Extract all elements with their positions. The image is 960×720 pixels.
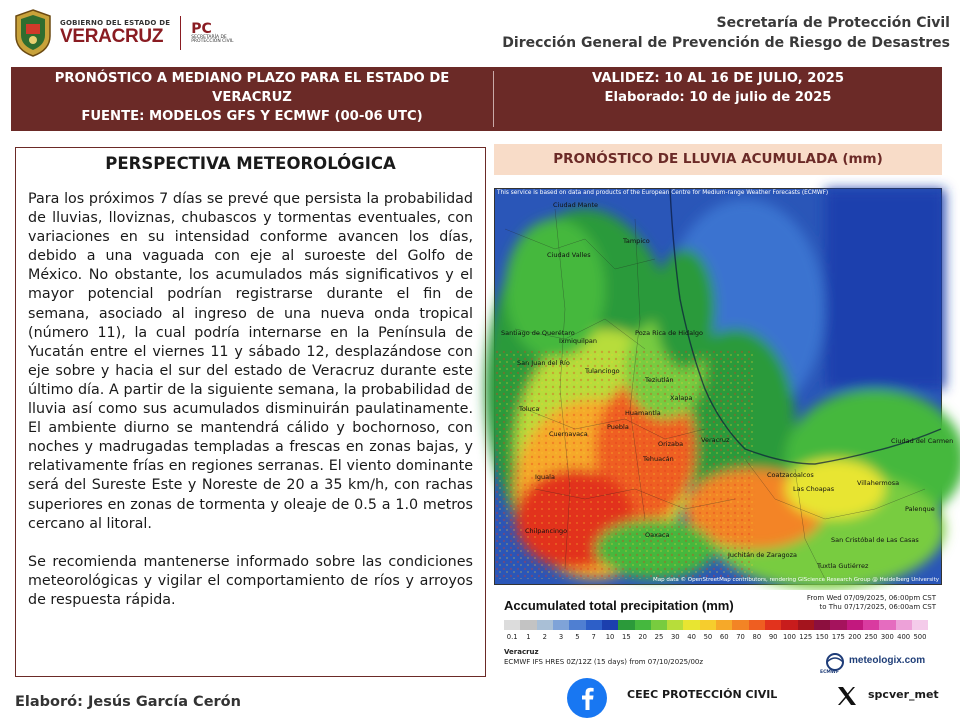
legend-tick-label: 7 [591, 633, 596, 641]
pc-logo [191, 22, 235, 45]
legend-swatch [537, 620, 553, 630]
banner-validity: VALIDEZ: 10 AL 16 DE JULIO, 2025 [592, 71, 844, 86]
veracruz-text: VERACRUZ [60, 26, 164, 47]
legend-swatch [635, 620, 651, 630]
legend-tick-label: 90 [768, 633, 778, 641]
legend-tick-label: 2 [542, 633, 547, 641]
map-label: Tehuacán [643, 455, 674, 463]
legend-tick-label: 80 [752, 633, 762, 641]
header-line-1: Secretaría de Protección Civil [716, 15, 950, 31]
legend-tick-label: 175 [831, 633, 845, 641]
legend-swatch [847, 620, 863, 630]
map-label: Puebla [607, 423, 629, 431]
legend-swatch [586, 620, 602, 630]
map-label: Ixmiquilpan [559, 337, 597, 345]
legend-swatch [569, 620, 585, 630]
x-twitter-icon[interactable] [836, 685, 858, 707]
pc-subtext: SECRETARÍA DE PROTECCIÓN CIVIL [191, 34, 234, 44]
legend-region: Veracruz [504, 648, 539, 656]
gobierno-text [60, 20, 170, 46]
legend-swatch [863, 620, 879, 630]
map-label: Palenque [905, 505, 935, 513]
legend-swatch [749, 620, 765, 630]
map-label: Villahermosa [857, 479, 900, 487]
precipitation-map [494, 188, 954, 585]
legend-swatch [830, 620, 846, 630]
legend-tick-label: 60 [719, 633, 729, 641]
legend-swatch [765, 620, 781, 630]
map-label: Toluca [519, 405, 540, 413]
map-label: Tampico [623, 237, 650, 245]
legend-tick-label: 20 [638, 633, 647, 641]
legend-swatch [520, 620, 536, 630]
banner-left [11, 67, 493, 131]
meteologix-logo: meteologix.com [849, 655, 926, 666]
header-right [502, 14, 950, 53]
perspectiva-paragraph-2: Se recomienda mantenerse informado sobre las condiciones meteorológicas y vigilar el comportamiento de ríos y arroyos de respuesta rápida. [28, 553, 473, 608]
map-label: Veracruz [701, 436, 730, 444]
map-label: San Juan del Río [517, 359, 570, 367]
banner-source: FUENTE: MODELOS GFS Y ECMWF (00-06 UTC) [81, 109, 423, 125]
banner-title-line-1: PRONÓSTICO A MEDIANO PLAZO PARA EL ESTADO DE [54, 71, 450, 86]
legend-dates [807, 594, 936, 612]
legend-swatch [504, 620, 520, 630]
map-label: Cuernavaca [549, 430, 588, 438]
map-label: Tuxtla Gutiérrez [817, 562, 869, 570]
map-label: Ciudad Valles [547, 251, 591, 259]
veracruz-crest-icon [12, 8, 54, 58]
perspectiva-title: PERSPECTIVA METEOROLÓGICA [105, 154, 396, 173]
legend-swatch [798, 620, 814, 630]
legend-tick-label: 3 [558, 633, 564, 641]
legend-swatch [618, 620, 634, 630]
legend-swatch [896, 620, 912, 630]
map-attribution-bottom: Map data © OpenStreetMap contributors, rendering GIScience Research Group @ Heidelberg University [653, 577, 939, 583]
precipitation-map-graphic [495, 189, 941, 584]
elaboro-text: Elaboró: Jesús García Cerón [15, 694, 241, 710]
map-label: Ciudad Mante [553, 201, 599, 209]
x-handle-label[interactable]: spcver_met [868, 688, 939, 701]
map-attribution-top: This service is based on data and products of the European Centre for Medium-range Weather Forecasts (ECMWF) [497, 190, 829, 196]
legend-tick-label: 50 [703, 633, 713, 641]
legend-swatch [879, 620, 895, 630]
map-label: Coatzacoalcos [767, 471, 814, 479]
map-label: Chilpancingo [525, 527, 568, 535]
legend-tick-label: 300 [880, 633, 894, 641]
map-label: Teziutlán [645, 376, 674, 384]
legend-swatch [912, 620, 928, 630]
legend-tick-label: 25 [654, 633, 664, 641]
map-label: Orizaba [658, 440, 684, 448]
map-label: Juchitán de Zaragoza [728, 551, 798, 559]
legend-color-bar [504, 620, 928, 630]
precipitation-legend [494, 590, 942, 678]
perspectiva-panel [15, 147, 486, 677]
title-banner [11, 67, 942, 131]
legend-swatch [602, 620, 618, 630]
map-label: Huamantla [625, 409, 661, 417]
legend-tick-label: 400 [897, 633, 911, 641]
map-label: San Cristóbal de Las Casas [831, 536, 919, 544]
facebook-label[interactable]: CEEC PROTECCIÓN CIVIL [627, 688, 778, 701]
legend-tick-label: 1 [526, 633, 531, 641]
legend-swatch [732, 620, 748, 630]
legend-title: Accumulated total precipitation (mm) [504, 598, 734, 613]
legend-swatch [700, 620, 716, 630]
gobierno-small-text: GOBIERNO DEL ESTADO DE [60, 19, 171, 27]
map-label: Oaxaca [645, 531, 670, 539]
legend-to: to Thu 07/17/2025, 06:00am CST [819, 602, 936, 611]
legend-tick-label: 0.1 [506, 633, 518, 641]
map-label: Iguala [535, 473, 555, 481]
map-label: Tulancingo [585, 367, 620, 375]
banner-title-line-2: VERACRUZ [212, 90, 292, 106]
banner-elaborated: Elaborado: 10 de julio de 2025 [604, 90, 832, 106]
ecmwf-text: ECMWF [820, 670, 839, 675]
legend-swatch [716, 620, 732, 630]
legend-ticks [504, 633, 928, 641]
legend-tick-label: 125 [799, 633, 813, 641]
legend-tick-label: 250 [864, 633, 878, 641]
legend-tick-label: 5 [575, 633, 580, 641]
legend-swatch [667, 620, 683, 630]
legend-tick-label: 10 [605, 633, 615, 641]
legend-tick-label: 15 [622, 633, 631, 641]
map-label: Ciudad del Carmen [891, 437, 954, 445]
legend-tick-label: 200 [848, 633, 862, 641]
logo-area [12, 6, 252, 60]
legend-tick-label: 100 [782, 633, 796, 641]
legend-swatch [553, 620, 569, 630]
pc-text: PC [191, 20, 212, 37]
legend-swatch [814, 620, 830, 630]
map-label: Xalapa [670, 394, 693, 402]
map-label: Poza Rica de Hidalgo [635, 329, 703, 337]
ecmwf-logo-icon [824, 652, 846, 672]
legend-model: ECMWF IFS HRES 0Z/12Z (15 days) from 07/10/2025/00z [504, 658, 704, 666]
legend-tick-label: 30 [670, 633, 680, 641]
lluvia-title: PRONÓSTICO DE LLUVIA ACUMULADA (mm) [494, 144, 942, 175]
legend-tick-label: 150 [815, 633, 829, 641]
logo-divider [180, 16, 181, 50]
legend-tick-label: 500 [913, 633, 927, 641]
map-label: Las Choapas [793, 485, 835, 493]
legend-swatch [781, 620, 797, 630]
legend-swatch [683, 620, 699, 630]
facebook-icon[interactable] [566, 677, 608, 719]
legend-tick-label: 40 [687, 633, 696, 641]
perspectiva-paragraph-1: Para los próximos 7 días se prevé que persista la probabilidad de lluvias, lloviznas, chubascos y tormentas eventuales, con variaciones en su intensidad conforme avancen los días, debido a una vaguada con eje al suroeste del Golfo de México. No obstante, los acumulados más significativos y el mayor potencial podrían registrarse durante el fin de semana, asociado al ingreso de una nueva onda tropical (número 11), la cual podría internarse en la Península de Yucatán entre el viernes 11 y sábado 12, desplazándose con eje sobre y hacia el sur del estado de Veracruz durante este último día. A partir de la siguiente semana, la probabilidad de lluvia así como sus acumulados disminuirán paulatinamente. El ambiente diurno se mantendrá cálido y bochornoso, con noches y madrugadas templadas a frescas en zonas bajas, y relativamente frías en regiones serranas. El viento dominante será del Sureste Este y Noreste de 20 a 35 km/h, con rachas superiores en zonas de tormenta y oleaje de 0.5 a 1.0 metros cercano al litoral. [28, 191, 473, 532]
legend-swatch [651, 620, 667, 630]
banner-right [494, 67, 942, 131]
legend-tick-label: 70 [736, 633, 745, 641]
header-line-2: Dirección General de Prevención de Riesgo de Desastres [502, 34, 950, 51]
legend-from: From Wed 07/09/2025, 06:00pm CST [806, 594, 936, 602]
map-label: Santiago de Querétaro [501, 329, 575, 337]
